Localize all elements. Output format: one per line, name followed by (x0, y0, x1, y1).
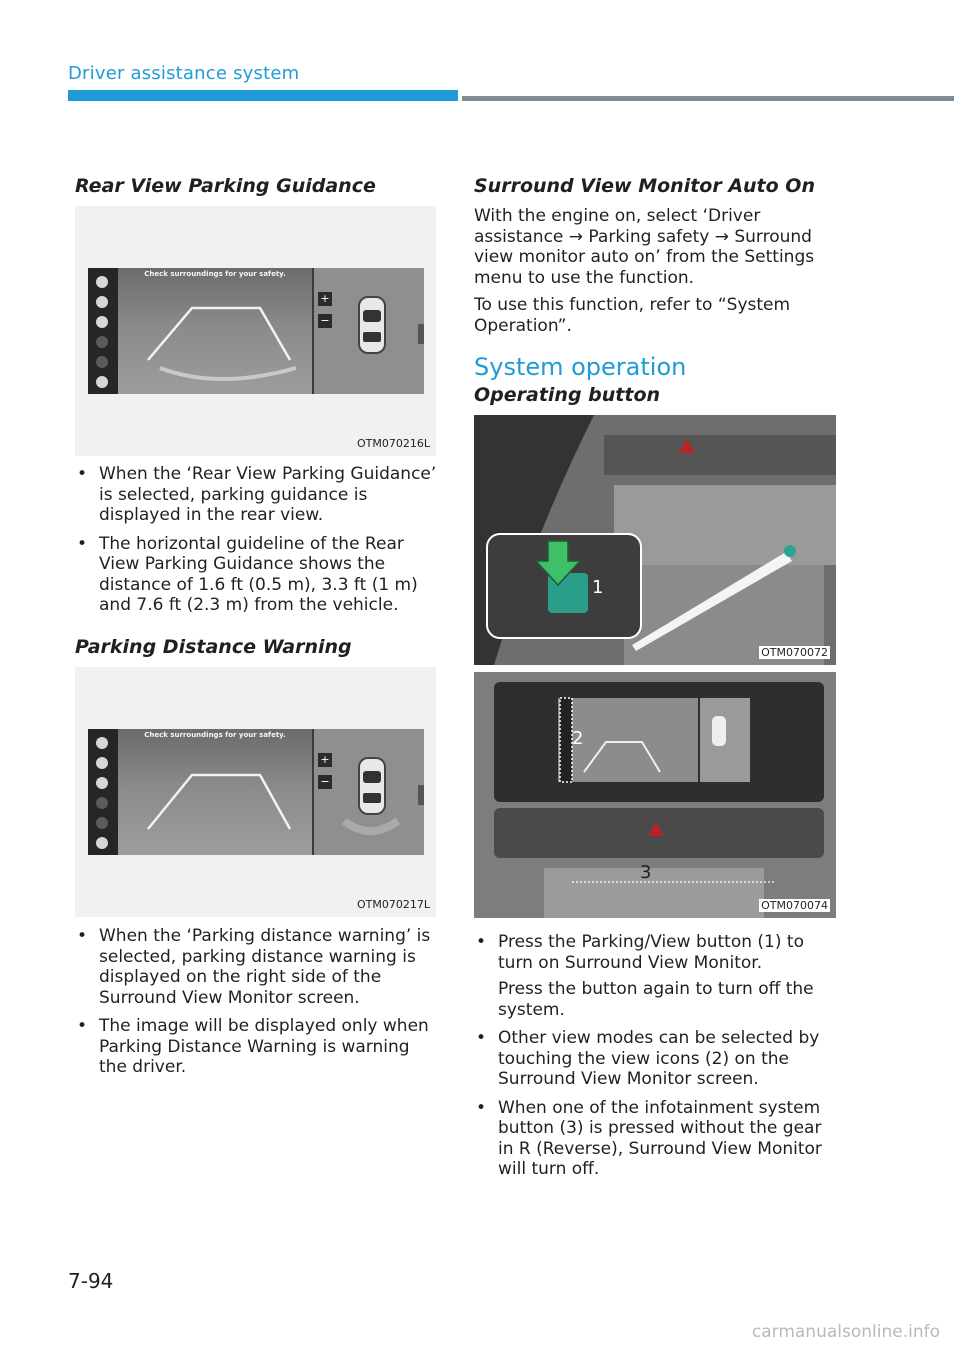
list-item: • The image will be displayed only when Parking Distance Warning is warning the driver. (77, 1016, 429, 1077)
view-icon-sidebar (88, 729, 118, 855)
panel-tab-icon (418, 324, 424, 344)
callout-number-2: 2 (572, 728, 584, 749)
callout-number-1: 1 (592, 577, 604, 598)
svm-screen (88, 268, 424, 394)
heading-operating-button: Operating button (474, 384, 661, 406)
paragraph-refer: To use this function, refer to “System Operation”. (474, 295, 791, 336)
view-icon (96, 737, 108, 749)
button-callout-inset (486, 533, 642, 639)
figure-code: OTM070216L (357, 437, 430, 450)
settings-icon (96, 837, 108, 849)
view-icon-sidebar (88, 268, 118, 394)
top-view (314, 268, 424, 394)
zoom-out-icon: − (318, 314, 332, 328)
view-icon (96, 777, 108, 789)
watermark: carmanualsonline.info (751, 1322, 940, 1342)
bullet-list-parking-distance (75, 926, 437, 1086)
page-number: 7-94 (68, 1269, 114, 1293)
vehicle-icon (358, 296, 386, 354)
section-header-title: Driver assistance system (68, 63, 300, 84)
figure-rear-view-parking-guidance (75, 206, 436, 456)
zoom-in-icon: + (318, 292, 332, 306)
heading-system-operation: System operation (474, 353, 687, 381)
parking-guideline-icon (118, 268, 312, 394)
header-rule (462, 96, 954, 101)
header-accent-bar (68, 90, 458, 101)
figure-parking-distance-warning (75, 667, 436, 917)
zoom-in-icon: + (318, 753, 332, 767)
distance-warning-icon (314, 729, 424, 855)
screen-message: Check surroundings for your safety. (144, 731, 286, 739)
view-icon (96, 797, 108, 809)
view-icon (96, 817, 108, 829)
bullet-list-rear-view (75, 464, 437, 624)
zoom-out-icon: − (318, 775, 332, 789)
list-item: • The horizontal guideline of the Rear View Parking Guidance shows the distance of 1.6 ft (0.5 m), 3.3 ft (1 m) and 7.6 ft (2.3 m) from the vehicle. (77, 533, 418, 615)
parking-guideline-icon (118, 729, 312, 855)
list-item: • Press the Parking/View button (1) to turn on Surround View Monitor. Press the button again to turn off the system. (474, 932, 836, 1020)
list-item: • When the ‘Rear View Parking Guidance’ is selected, parking guidance is displayed in the rear view. (77, 464, 437, 525)
paragraph-auto-on: With the engine on, select ‘Driver assistance → Parking safety → Surround view monitor auto on’ from the Settings menu to use the function. (474, 206, 815, 288)
heading-parking-distance-warning: Parking Distance Warning (75, 636, 352, 658)
view-icon (96, 316, 108, 328)
list-item: • Other view modes can be selected by touching the view icons (2) on the Surround View Monitor screen. (476, 1028, 820, 1089)
figure-code: OTM070074 (761, 899, 828, 912)
callout-number-3: 3 (640, 862, 652, 883)
rear-camera-view (118, 268, 312, 394)
press-arrow-icon (488, 535, 640, 637)
list-item-subtext: Press the button again to turn off the system. (498, 979, 814, 1020)
figure-code: OTM070217L (357, 898, 430, 911)
view-icon (96, 296, 108, 308)
view-icon (96, 757, 108, 769)
screen-message: Check surroundings for your safety. (144, 270, 286, 278)
bullet-list-operation (474, 932, 836, 1188)
view-icon (96, 356, 108, 368)
figure-infotainment-photo (474, 672, 836, 918)
figure-operating-button-photo (474, 415, 836, 665)
heading-svm-auto-on: Surround View Monitor Auto On (474, 175, 815, 197)
view-icon (96, 336, 108, 348)
list-item: • When one of the infotainment system button (3) is pressed without the gear in R (Reverse), Surround View Monitor will turn off. (476, 1097, 822, 1179)
svm-screen (88, 729, 424, 855)
top-view (314, 729, 424, 855)
rear-camera-view (118, 729, 312, 855)
list-item: • When the ‘Parking distance warning’ is selected, parking distance warning is displayed on the right side of the Surround View Monitor screen. (77, 926, 431, 1008)
panel-tab-icon (418, 785, 424, 805)
heading-rear-view-parking-guidance: Rear View Parking Guidance (75, 175, 376, 197)
figure-code: OTM070072 (761, 646, 828, 659)
infotainment-illustration (474, 672, 836, 918)
view-icon (96, 276, 108, 288)
settings-icon (96, 376, 108, 388)
